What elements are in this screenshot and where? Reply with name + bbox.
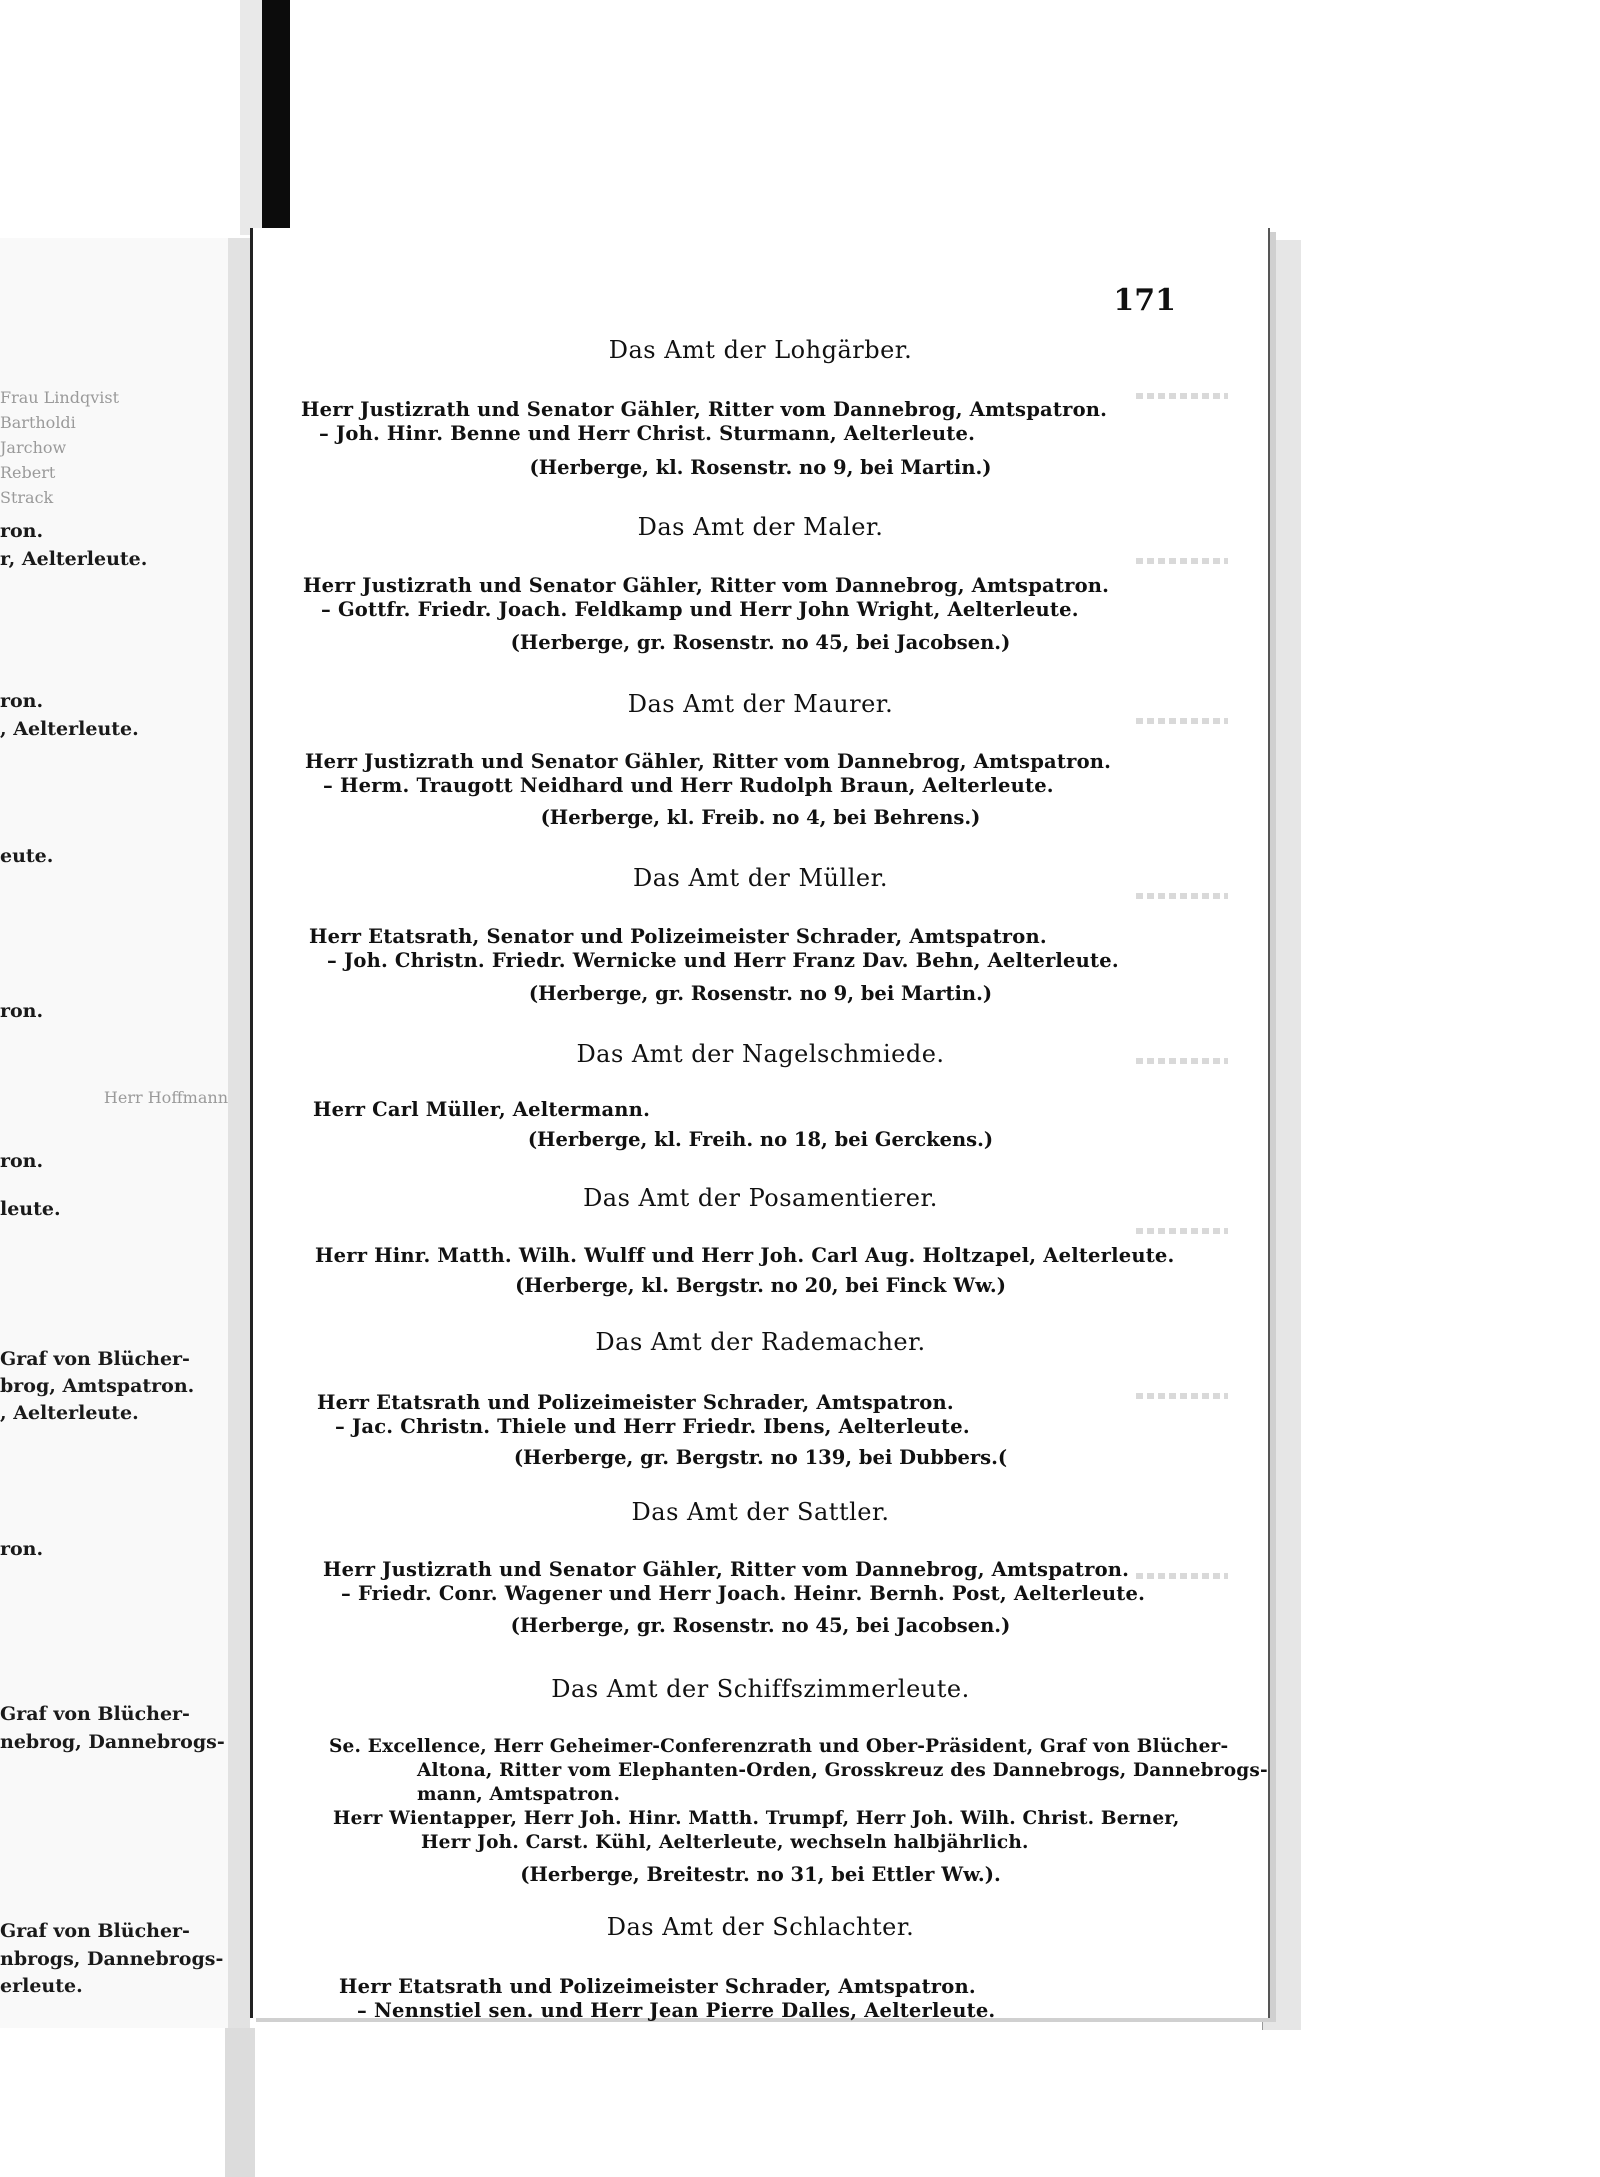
bleed-through-mark	[1136, 1573, 1228, 1579]
entry-line: Herr Wientapper, Herr Joh. Hinr. Matth. Trumpf, Herr Joh. Wilh. Christ. Berner,	[333, 1808, 1180, 1829]
entry-line: Se. Excellence, Herr Geheimer-Conferenzrath und Ober-Präsident, Graf von Blücher-	[329, 1736, 1229, 1757]
binding-edge	[240, 0, 262, 235]
left-fragment-line: erleute.	[0, 1975, 83, 1997]
entry-line: – Jac. Christn. Thiele und Herr Friedr. Ibens, Aelterleute.	[335, 1415, 970, 1438]
section-heading: Das Amt der Schiffszimmerleute.	[551, 1675, 970, 1703]
left-fragment-line: Graf von Blücher-	[0, 1920, 190, 1942]
left-fragment-line: ron.	[0, 1150, 44, 1172]
bleed-through-mark	[1136, 718, 1228, 724]
book-gutter	[228, 238, 250, 2028]
entry-line: – Gottfr. Friedr. Joach. Feldkamp und Herr John Wright, Aelterleute.	[321, 598, 1079, 621]
left-fragment-line: Graf von Blücher-	[0, 1348, 190, 1370]
hostel-note: (Herberge, kl. Rosenstr. no 9, bei Martin.)	[529, 456, 992, 479]
entry-line: – Nennstiel sen. und Herr Jean Pierre Dalles, Aelterleute.	[357, 1999, 996, 2022]
left-fragment-line: Strack	[0, 488, 54, 507]
left-fragment-line: Jarchow	[0, 438, 67, 457]
hostel-note: (Herberge, gr. Rosenstr. no 9, bei Martin.)	[528, 982, 993, 1005]
entry-line: Altona, Ritter vom Elephanten-Orden, Grosskreuz des Dannebrogs, Dannebrogs-	[417, 1760, 1268, 1781]
hostel-note: (Herberge, gr. Bergstr. no 139, bei Dubbers.(	[513, 1446, 1008, 1469]
section-heading: Das Amt der Schlachter.	[606, 1913, 915, 1941]
section-heading: Das Amt der Maurer.	[627, 690, 894, 718]
bleed-through-mark	[1136, 558, 1228, 564]
entry-line: Herr Justizrath und Senator Gähler, Ritter vom Dannebrog, Amtspatron.	[301, 398, 1108, 421]
section-heading: Das Amt der Maler.	[637, 513, 884, 541]
left-fragment-line: , Aelterleute.	[0, 1402, 139, 1424]
left-fragment-line: Herr Hoffmann	[103, 1088, 228, 1107]
entry-line: Herr Hinr. Matth. Wilh. Wulff und Herr Joh. Carl Aug. Holtzapel, Aelterleute.	[315, 1244, 1175, 1267]
entry-line: Herr Carl Müller, Aeltermann.	[313, 1098, 651, 1121]
book-page	[250, 228, 1270, 2022]
entry-line: – Joh. Christn. Friedr. Wernicke und Herr Franz Dav. Behn, Aelterleute.	[327, 949, 1119, 972]
left-fragment-line: ron.	[0, 1538, 44, 1560]
section-heading: Das Amt der Lohgärber.	[608, 336, 913, 364]
entry-line: – Friedr. Conr. Wagener und Herr Joach. Heinr. Bernh. Post, Aelterleute.	[341, 1582, 1146, 1605]
left-fragment-line: ron.	[0, 520, 44, 542]
left-fragment-line: ron.	[0, 1000, 44, 1022]
bleed-through-mark	[1136, 1228, 1228, 1234]
left-fragment-line: nebrog, Dannebrogs-	[0, 1731, 225, 1753]
entry-line: Herr Justizrath und Senator Gähler, Ritter vom Dannebrog, Amtspatron.	[323, 1558, 1130, 1581]
entry-line: Herr Joh. Carst. Kühl, Aelterleute, wechseln halbjährlich.	[421, 1832, 1029, 1853]
entry-line: Herr Etatsrath und Polizeimeister Schrader, Amtspatron.	[339, 1975, 976, 1998]
left-fragment-line: leute.	[0, 1198, 61, 1220]
left-fragment-line: nbrogs, Dannebrogs-	[0, 1948, 224, 1970]
binding-strip	[262, 0, 290, 235]
left-fragment-line: ron.	[0, 690, 44, 712]
bleed-through-mark	[1136, 893, 1228, 899]
entry-line: Herr Etatsrath und Polizeimeister Schrader, Amtspatron.	[317, 1391, 954, 1414]
section-heading: Das Amt der Posamentierer.	[583, 1184, 938, 1212]
entry-line: – Herm. Traugott Neidhard und Herr Rudolph Braun, Aelterleute.	[323, 774, 1054, 797]
bleed-through-mark	[1136, 1393, 1228, 1399]
left-fragment-line: eute.	[0, 845, 54, 867]
entry-line: Herr Etatsrath, Senator und Polizeimeister Schrader, Amtspatron.	[309, 925, 1047, 948]
section-heading: Das Amt der Rademacher.	[595, 1328, 926, 1356]
hostel-note: (Herberge, gr. Rosenstr. no 45, bei Jacobsen.)	[510, 1614, 1011, 1637]
bleed-through-mark	[1136, 393, 1228, 399]
section-heading: Das Amt der Sattler.	[631, 1498, 890, 1526]
hostel-note: (Herberge, kl. Freib. no 4, bei Behrens.)	[540, 806, 981, 829]
hostel-note: (Herberge, kl. Bergstr. no 20, bei Finck Ww.)	[515, 1274, 1006, 1297]
left-fragment-line: , Aelterleute.	[0, 718, 139, 740]
entry-line: mann, Amtspatron.	[417, 1784, 621, 1805]
hostel-note: (Herberge, kl. Freih. no 18, bei Gerckens.)	[527, 1128, 994, 1151]
entry-line: Herr Justizrath und Senator Gähler, Ritter vom Dannebrog, Amtspatron.	[305, 750, 1112, 773]
hostel-note: (Herberge, Breitestr. no 31, bei Ettler Ww.).	[520, 1863, 1001, 1886]
gutter-shadow-bottom	[225, 2028, 255, 2177]
left-fragment-line: Frau Lindqvist	[0, 388, 120, 407]
left-page-fragment	[0, 238, 230, 2028]
section-heading: Das Amt der Nagelschmiede.	[576, 1040, 945, 1068]
left-fragment-line: Bartholdi	[0, 413, 76, 432]
entry-line: Herr Justizrath und Senator Gähler, Ritter vom Dannebrog, Amtspatron.	[303, 574, 1110, 597]
entry-line: – Joh. Hinr. Benne und Herr Christ. Sturmann, Aelterleute.	[319, 422, 976, 445]
left-fragment-line: brog, Amtspatron.	[0, 1375, 195, 1397]
left-fragment-line: Rebert	[0, 463, 56, 482]
hostel-note: (Herberge, gr. Rosenstr. no 45, bei Jacobsen.)	[510, 631, 1011, 654]
left-fragment-line: Graf von Blücher-	[0, 1703, 190, 1725]
left-fragment-line: r, Aelterleute.	[0, 548, 148, 570]
section-heading: Das Amt der Müller.	[632, 864, 889, 892]
page-number: 171	[1113, 283, 1176, 318]
